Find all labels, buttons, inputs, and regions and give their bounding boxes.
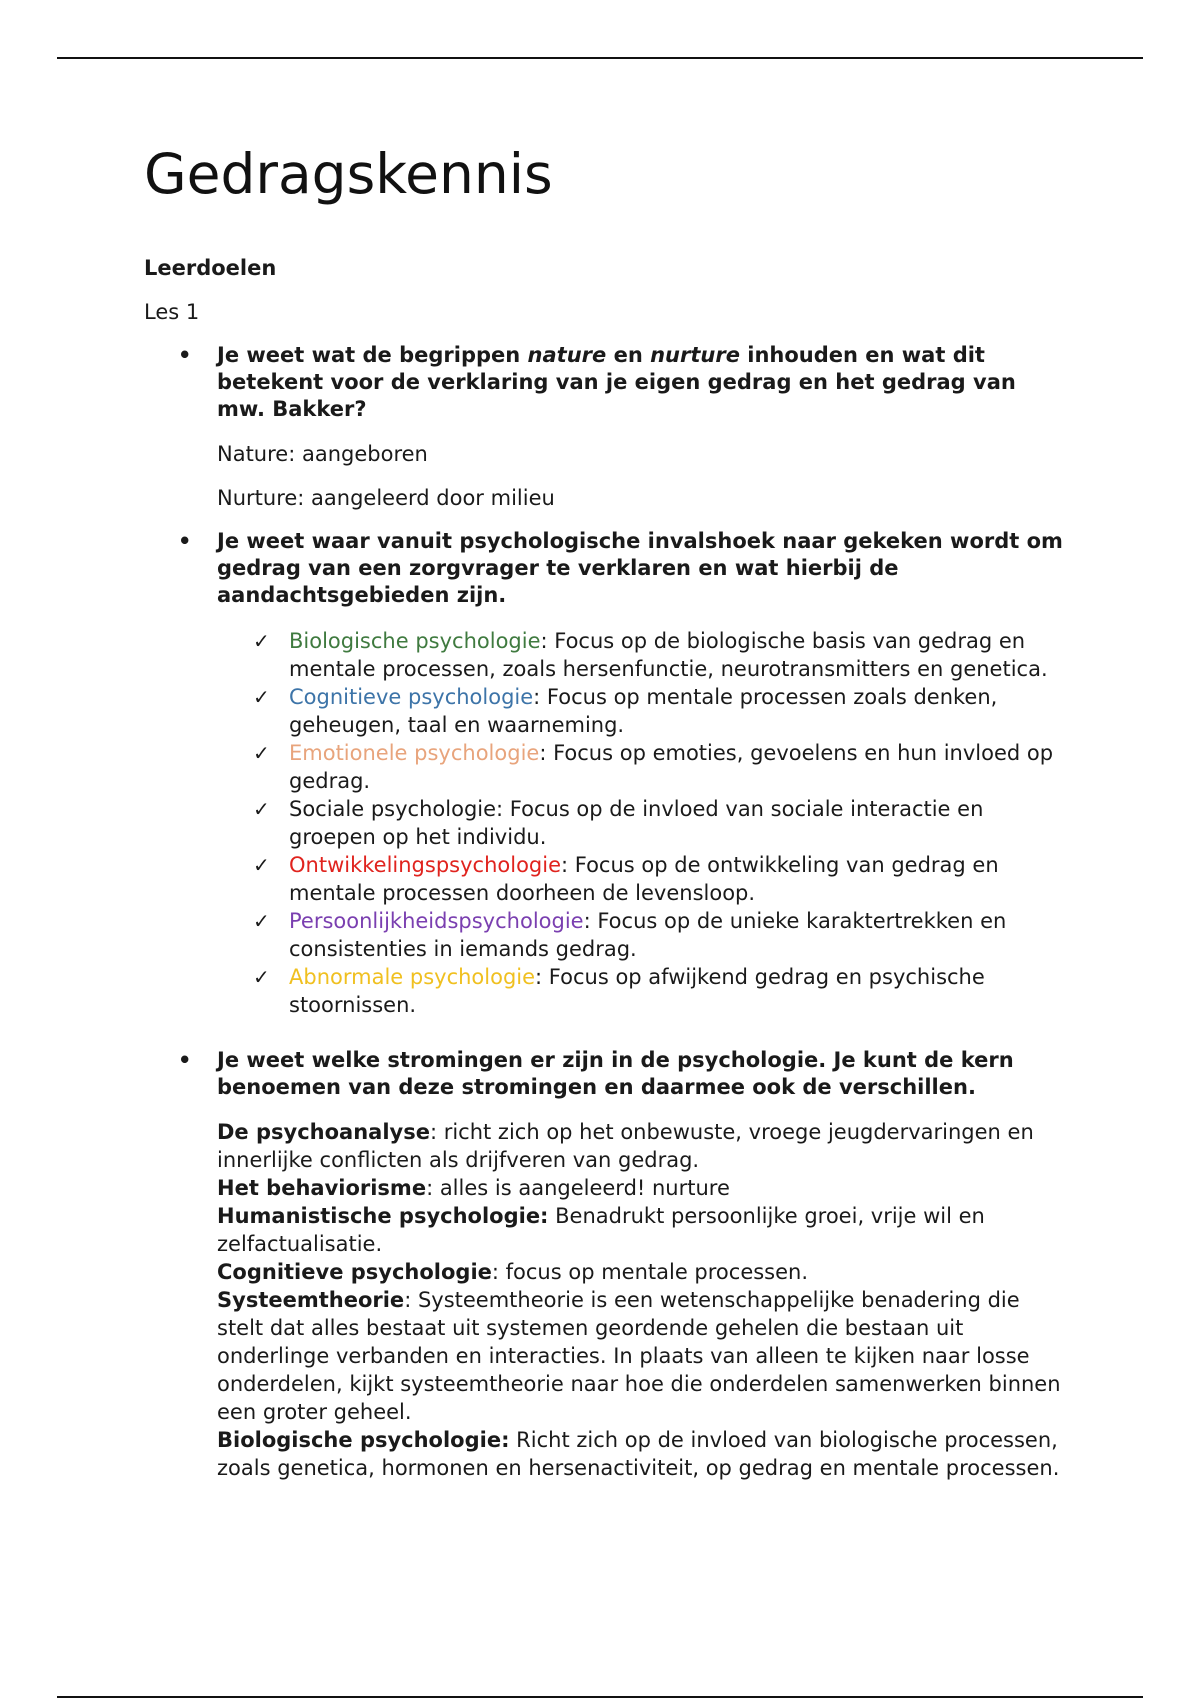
goal-2-text: Je weet waar vanuit psychologische invalshoek naar gekeken wordt om gedrag van een zorgvrager te verklaren en wat hierbij de aandachtsgebieden zijn. (217, 529, 1063, 607)
perspective-desc: : Focus op de biologische basis van gedrag en mentale processen, zoals hersenfunctie, neurotransmitters en genetica. (289, 629, 1048, 681)
definition-desc: Richt zich op de invloed van biologische processen, zoals genetica, hormonen en hersenactiviteit, op gedrag en mentale processen. (217, 1428, 1060, 1480)
goal-1-nature: nature (527, 343, 607, 367)
movement-definitions (144, 1118, 1064, 1482)
definition-desc: Benadrukt persoonlijke groei, vrije wil en zelfactualisatie. (217, 1204, 985, 1256)
definition-item (217, 1202, 1064, 1258)
goal-1-text-part3: inhouden en wat dit betekent voor de verklaring van je eigen gedrag en het gedrag van mw. Bakker? (217, 343, 1016, 421)
list-item (253, 907, 1064, 963)
goal-1-text-part1: Je weet wat de begrippen (217, 343, 528, 367)
list-item (253, 683, 1064, 739)
bullet-icon: • (178, 1048, 192, 1072)
definition-term: Biologische psychologie: (217, 1428, 510, 1452)
answer-nurture: Nurture: aangeleerd door milieu (217, 486, 555, 510)
perspective-term: Sociale psychologie (289, 797, 497, 821)
learning-goal-3 (144, 1047, 1064, 1101)
goal-1-text-part2: en (606, 343, 651, 367)
definition-term: Systeemtheorie (217, 1288, 405, 1312)
bullet-icon: • (178, 343, 192, 367)
learning-goal-1 (144, 342, 1064, 423)
perspective-desc: : Focus op mentale processen zoals denken, geheugen, taal en waarneming. (289, 685, 998, 737)
perspective-term: Ontwikkelingspsychologie (289, 853, 561, 877)
definition-desc: : richt zich op het onbewuste, vroege jeugdervaringen en innerlijke conflicten als drijfveren van gedrag. (217, 1120, 1034, 1172)
definition-item (217, 1258, 1064, 1286)
definition-term: De psychoanalyse (217, 1120, 430, 1144)
perspective-desc: : Focus op de invloed van sociale interactie en groepen op het individu. (289, 797, 984, 849)
definition-item (217, 1286, 1064, 1426)
learning-goal-2 (144, 528, 1064, 609)
definition-term: Het behaviorisme (217, 1176, 427, 1200)
checkmark-icon: ✓ (253, 629, 270, 653)
page-title: Gedragskennis (144, 142, 553, 206)
perspective-term: Biologische psychologie (289, 629, 541, 653)
list-item (253, 795, 1064, 851)
section-title: Leerdoelen (144, 256, 277, 280)
definition-desc: : alles is aangeleerd! nurture (426, 1176, 730, 1200)
bottom-rule (57, 1696, 1143, 1698)
definition-desc: : focus op mentale processen. (491, 1260, 809, 1284)
list-item (253, 627, 1064, 683)
definition-item (217, 1118, 1064, 1174)
list-item (253, 851, 1064, 907)
checkmark-icon: ✓ (253, 685, 270, 709)
goal-3-text: Je weet welke stromingen er zijn in de psychologie. Je kunt de kern benoemen van deze stromingen en daarmee ook de verschillen. (217, 1048, 1014, 1099)
checkmark-icon: ✓ (253, 741, 270, 765)
perspective-term: Persoonlijkheidspsychologie (289, 909, 584, 933)
definition-term: Cognitieve psychologie (217, 1260, 492, 1284)
goal-1-nurture: nurture (650, 343, 740, 367)
perspective-desc: : Focus op emoties, gevoelens en hun invloed op gedrag. (289, 741, 1054, 793)
perspective-desc: : Focus op de unieke karaktertrekken en consistenties in iemands gedrag. (289, 909, 1007, 961)
definition-term: Humanistische psychologie: (217, 1204, 549, 1228)
checkmark-icon: ✓ (253, 853, 270, 877)
checkmark-icon: ✓ (253, 965, 270, 989)
perspective-term: Cognitieve psychologie (289, 685, 534, 709)
list-item (253, 739, 1064, 795)
definition-desc: : Systeemtheorie is een wetenschappelijke benadering die stelt dat alles bestaat uit systemen geordende gehelen die bestaan uit onderlinge verbanden en interacties. In plaats van alleen te kijken naar losse onderdelen, kijkt systeemtheorie naar hoe die onderdelen samenwerken binnen een groter geheel. (217, 1288, 1061, 1424)
document-body (144, 138, 1064, 1482)
perspective-desc: : Focus op afwijkend gedrag en psychische stoornissen. (289, 965, 985, 1017)
definition-item (217, 1426, 1064, 1482)
perspective-list (144, 627, 1064, 1019)
definition-item (217, 1174, 1064, 1202)
perspective-desc: : Focus op de ontwikkeling van gedrag en mentale processen doorheen de levensloop. (289, 853, 999, 905)
bullet-icon: • (178, 529, 192, 553)
answer-nature: Nature: aangeboren (217, 442, 428, 466)
perspective-term: Abnormale psychologie (289, 965, 536, 989)
top-rule (57, 57, 1143, 59)
list-item (253, 963, 1064, 1019)
checkmark-icon: ✓ (253, 797, 270, 821)
lesson-label: Les 1 (144, 300, 200, 324)
checkmark-icon: ✓ (253, 909, 270, 933)
perspective-term: Emotionele psychologie (289, 741, 540, 765)
